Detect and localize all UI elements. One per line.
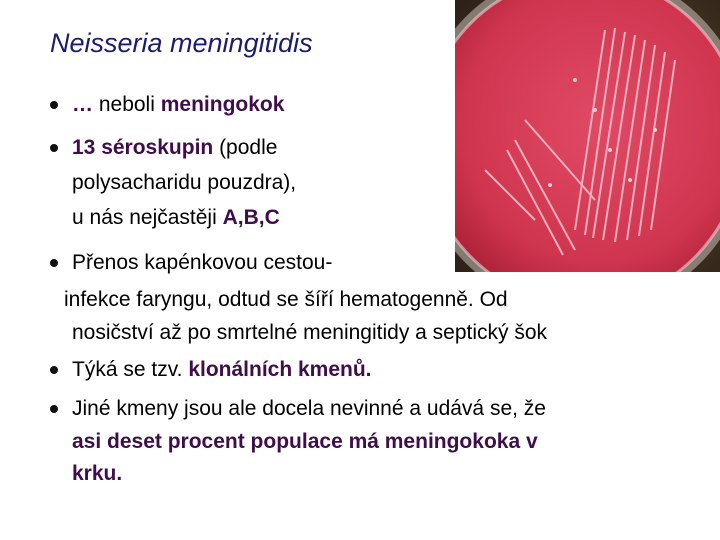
bullet-1-line-1: … neboli meningokok: [72, 93, 285, 116]
bullet-5-line-3: krku.: [72, 462, 123, 485]
bullet-dot: [50, 259, 58, 267]
bullet-4-line-1: Týká se tzv. klonálních kmenů.: [72, 358, 372, 381]
bullet-5-line-1: Jiné kmeny jsou ale docela nevinné a udává se, že: [72, 397, 546, 420]
bullet-3-line-3: nosičství až po smrtelné meningitidy a septický šok: [72, 321, 548, 344]
bullet-5-line-2: asi deset procent populace má meningokoka v: [72, 430, 538, 453]
bullet-dot: [50, 144, 58, 152]
bullet-dot: [50, 366, 58, 374]
agar-plate-photo: [455, 0, 720, 272]
agar-plate-photo-icon: [455, 0, 720, 272]
bullet-2-line-2: polysacharidu pouzdra),: [72, 171, 297, 194]
bullet-3-line-2: infekce faryngu, odtud se šíří hematogenně. Od: [64, 288, 508, 311]
bullet-dot: [50, 101, 58, 109]
bullet-3-line-1: Přenos kapénkovou cestou-: [72, 251, 333, 274]
bullet-dot: [50, 405, 58, 413]
bullet-2-line-1: 13 séroskupin (podle: [72, 136, 278, 159]
slide-title: Neisseria meningitidis: [50, 28, 313, 58]
bullet-2-line-3: u nás nejčastěji A,B,C: [72, 206, 280, 229]
